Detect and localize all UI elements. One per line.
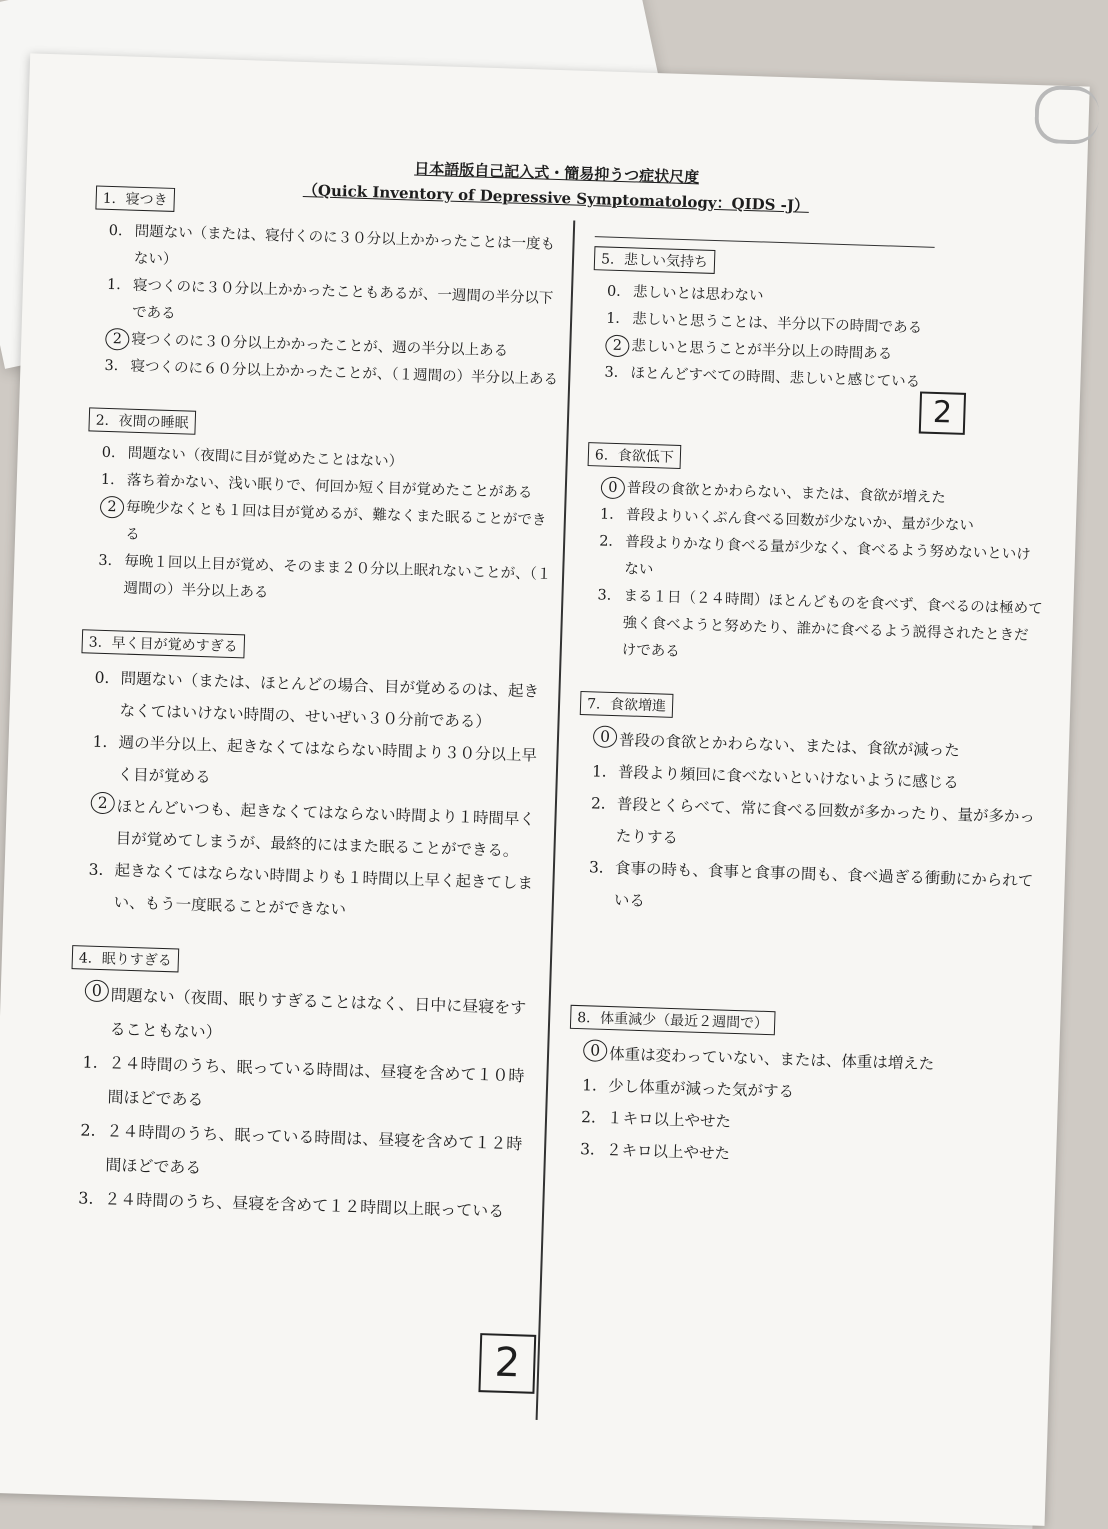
option-text: 毎晩少なくとも１回は目が覚めるが、難なくまた眠ることができる — [124, 499, 547, 544]
section-title: 5．悲しい気持ち — [594, 246, 716, 274]
option-text: 体重は変わっていない、または、体重は増えた — [608, 1045, 935, 1074]
option-number: 1． — [82, 1052, 110, 1073]
title-english: （Quick Inventory of Depressive Symptomatology：QIDS -J） — [302, 180, 810, 215]
section-appetite-decrease — [581, 442, 1048, 677]
option-number: 3． — [579, 1140, 606, 1159]
answer-option[interactable] — [595, 582, 1043, 677]
option-number: 1． — [581, 1076, 608, 1095]
option-number: 2． — [598, 533, 624, 551]
selected-option-number: 0 — [601, 476, 626, 499]
option-number: 3． — [604, 364, 629, 382]
option-number: 3． — [104, 357, 129, 375]
score-box-right: 2 — [919, 391, 966, 434]
option-text: 普段の食欲とかわらない、または、食欲が減った — [618, 731, 961, 760]
option-number: 1． — [92, 732, 119, 752]
section-night-sleep — [83, 407, 559, 616]
option-text: 起きなくてはならない時間よりも１時間以上早く起きてしまい、もう一度眠ることができない — [113, 861, 534, 919]
section-title: 6．食欲低下 — [588, 442, 682, 469]
option-text: ２４時間のうち、眠っている時間は、昼寝を含めて１２時間ほどである — [105, 1121, 523, 1178]
score-box-bottom: 2 — [478, 1333, 536, 1394]
section-appetite-increase — [573, 691, 1040, 929]
title-japanese: 日本語版自己記入式・簡易抑うつ症状尺度 — [414, 159, 700, 187]
right-column — [565, 246, 1055, 1207]
option-text: 悲しいと思うことが半分以上の時間ある — [631, 338, 893, 363]
option-text: 落ち着かない、浅い眠りで、何回か短く目が覚めたことがある — [126, 472, 533, 502]
option-text: 悲しいとは思わない — [632, 284, 764, 305]
selected-option-number: 2 — [90, 792, 115, 815]
selected-option-number: 2 — [105, 328, 130, 351]
option-text: １キロ以上やせた — [606, 1109, 732, 1131]
section-weight-loss — [566, 1005, 1031, 1179]
option-number: 1． — [106, 276, 132, 294]
option-text: 悲しいと思うことは、半分以下の時間である — [631, 311, 923, 337]
option-number: 2． — [580, 1108, 607, 1127]
questionnaire-page — [0, 53, 1090, 1526]
option-text: 寝つくのに６０分以上かかったことが、（１週間の）半分以上ある — [130, 358, 559, 389]
selected-option-number: 0 — [85, 980, 110, 1003]
left-column — [63, 185, 566, 1257]
option-number: 2． — [590, 794, 617, 814]
option-text: 普段の食欲とかわらない、または、食欲が増えた — [626, 480, 946, 507]
section-title: 3．早く目が覚めすぎる — [81, 629, 245, 658]
answer-option[interactable] — [87, 854, 545, 932]
option-text: 少し体重が減った気がする — [607, 1077, 795, 1101]
option-text: ほとんどすべての時間、悲しいと感じている — [630, 365, 921, 391]
option-number: 1． — [591, 762, 618, 782]
option-number: 0． — [108, 222, 133, 240]
option-text: ２４時間のうち、昼寝を含めて１２時間以上眠っている — [104, 1189, 505, 1221]
option-text: ２４時間のうち、眠っている時間は、昼寝を含めて１０時間ほどである — [107, 1053, 525, 1110]
option-text: 問題ない（夜間、眠りすぎることはなく、日中に昼寝をすることもない） — [109, 985, 527, 1042]
option-text: 問題ない（または、寝付くのに３０分以上かかったことは一度もない） — [133, 223, 556, 269]
section-title: 8．体重減少（最近２週間で） — [570, 1005, 776, 1035]
section-sleep-onset — [90, 185, 566, 394]
option-number: 3． — [597, 587, 622, 605]
option-number: 2． — [80, 1120, 107, 1141]
selected-option-number: 2 — [100, 496, 125, 519]
selected-option-number: 0 — [583, 1039, 608, 1062]
option-text: 普段より頻回に食べないといけないように感じる — [617, 763, 960, 792]
option-number: 0． — [606, 283, 632, 301]
option-text: 週の半分以上、起きなくてはならない時間より３０分以上早く目が覚める — [117, 733, 538, 787]
option-text: 問題ない（夜間に目が覚めたことはない） — [127, 445, 404, 471]
option-number: 1． — [599, 506, 625, 524]
header-rule — [595, 236, 935, 248]
selected-option-number: 2 — [605, 335, 630, 358]
option-text: 普段とくらべて、常に食べる回数が多かったり、量が多かったりする — [615, 795, 1036, 848]
section-title: 1．寝つき — [95, 185, 175, 211]
section-title: 4．眠りすぎる — [72, 945, 180, 972]
option-text: 普段よりかなり食べる量が少なく、食べるよう努めないといけない — [624, 534, 1031, 579]
section-title: 2．夜間の睡眠 — [88, 407, 196, 434]
option-text: 食事の時も、食事と食事の間も、食べ過ぎる衝動にかられている — [613, 859, 1034, 911]
option-number: 1． — [100, 471, 125, 489]
option-text: 寝つくのに３０分以上かかったことが、週の半分以上ある — [131, 331, 509, 360]
option-number: 3． — [98, 552, 123, 570]
option-number: 3． — [78, 1188, 105, 1209]
section-early-waking — [73, 629, 552, 932]
option-number: 3． — [588, 858, 615, 878]
option-number: 3． — [88, 860, 115, 880]
option-text: 毎晩１回以上目が覚め、そのまま２０分以上眠れないことが、（１週間の）半分以上ある — [123, 553, 552, 602]
paper-clip-icon — [1034, 85, 1100, 145]
option-text: ほとんどいつも、起きなくてはならない時間より１時間早く目が覚めてしまうが、最終的にはまた眠ることができる。 — [115, 797, 536, 861]
option-text: 普段よりいくぶん食べる回数が少ないか、量が少ない — [625, 507, 975, 535]
option-number: 1． — [605, 310, 631, 328]
answer-option[interactable] — [587, 851, 1035, 929]
section-title: 7．食欲増進 — [580, 691, 674, 718]
selected-option-number: 0 — [593, 725, 618, 748]
option-text: 問題ない（または、ほとんどの場合、目が覚めるのは、起きなくてはいけない時間の、せいぜい３０分前である） — [119, 669, 540, 732]
section-oversleeping — [64, 945, 542, 1230]
option-text: 寝つくのに３０分以上かかったこともあるが、一週間の半分以下である — [131, 277, 554, 323]
section-sad-mood — [590, 246, 1054, 400]
option-number: 0． — [94, 668, 121, 688]
option-number: 0． — [101, 444, 126, 462]
option-text: ２キロ以上やせた — [605, 1140, 731, 1163]
option-text: まる１日（２４時間）ほとんどものを食べず、食べるのは極めて強く食べようと努めたり、誰かに食べるよう説得されたときだけである — [621, 588, 1043, 661]
